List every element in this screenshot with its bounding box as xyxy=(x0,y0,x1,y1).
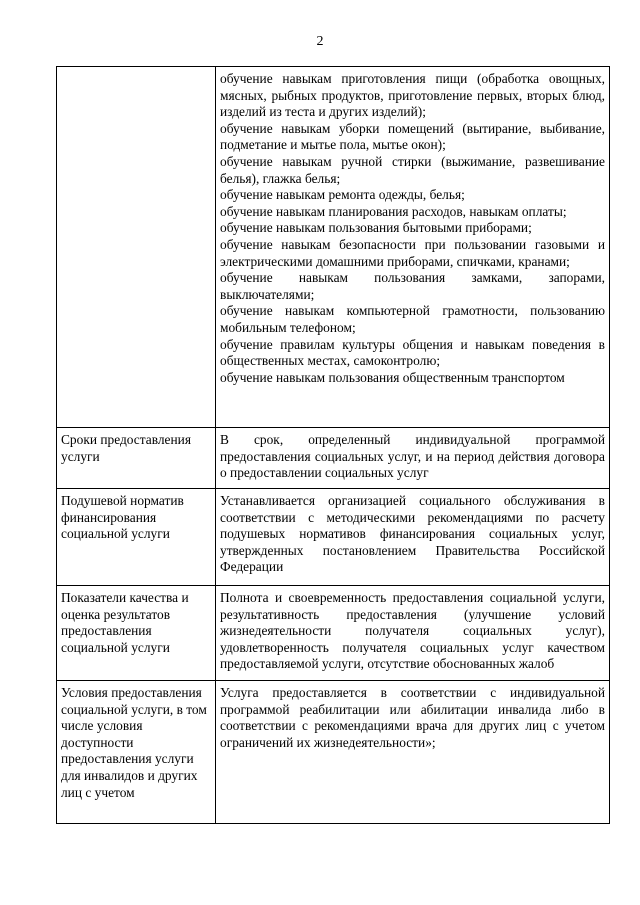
list-item: обучение навыкам компьютерной грамотности, пользованию мобильным телефоном; xyxy=(220,303,605,335)
list-item: обучение навыкам уборки помещений (вытирание, выбивание, подметание и мытье пола, мытье окон); xyxy=(220,120,605,153)
services-table xyxy=(56,66,610,824)
list-item: обучение навыкам пользования бытовыми приборами; xyxy=(220,220,532,236)
list-item: обучение навыкам приготовления пищи (обработка овощных, мясных, рыбных продуктов, приготовление первых, вторых блюд, изделий из теста и других изделий); xyxy=(220,71,605,120)
table-row xyxy=(57,489,610,586)
table-row xyxy=(57,428,610,489)
training-items-cell xyxy=(216,67,610,428)
list-item: обучение навыкам ремонта одежды, белья; xyxy=(220,187,465,203)
list-item: обучение навыкам пользования общественным транспортом xyxy=(220,369,565,385)
row-content: Услуга предоставляется в соответствии с индивидуальной программой реабилитации или абилитации инвалида либо в соответствии с рекомендациями врача для других лиц с учетом ограничений их жизнедеятельности»; xyxy=(216,681,610,824)
row-content: Полнота и своевременность предоставления социальной услуги, результативность предоставления (улучшение условий жизнедеятельности получателя социальных услуг), удовлетворенность получателя социальных услуг качеством предоставляемой услуги, отсутствие обоснованных жалоб xyxy=(216,586,610,681)
row-label: Сроки предоставления услуги xyxy=(57,428,216,489)
list-item: обучение правилам культуры общения и навыкам поведения в общественных местах, самоконтролю; xyxy=(220,336,605,369)
row-content: В срок, определенный индивидуальной программой предоставления социальных услуг, и на период действия договора о предоставлении социальных услуг xyxy=(216,428,610,489)
list-item: обучение навыкам ручной стирки (выжимание, развешивание белья), глажка белья; xyxy=(220,153,605,186)
row-label-empty xyxy=(57,67,216,428)
list-item: обучение навыкам планирования расходов, навыкам оплаты; xyxy=(220,203,567,219)
row-label: Подушевой норматив финансирования социальной услуги xyxy=(57,489,216,586)
page-number: 2 xyxy=(316,34,324,49)
table-row xyxy=(57,586,610,681)
row-label: Условия предоставления социальной услуги, в том числе условия доступности предоставления услуги для инвалидов и других лиц с учетом xyxy=(57,681,216,824)
table-row xyxy=(57,681,610,824)
list-item: обучение навыкам безопасности при пользовании газовыми и электрическими домашними приборами, спичками, кранами; xyxy=(220,236,605,269)
row-content: Устанавливается организацией социального обслуживания в соответствии с методическими рекомендациями по расчету подушевых нормативов финансирования социальных услуг, утвержденных постановлением Правительства Российской Федерации xyxy=(216,489,610,586)
list-item: обучение навыкам пользования замками, запорами, выключателями; xyxy=(220,270,605,302)
row-label: Показатели качества и оценка результатов предоставления социальной услуги xyxy=(57,586,216,681)
table-row xyxy=(57,67,610,428)
